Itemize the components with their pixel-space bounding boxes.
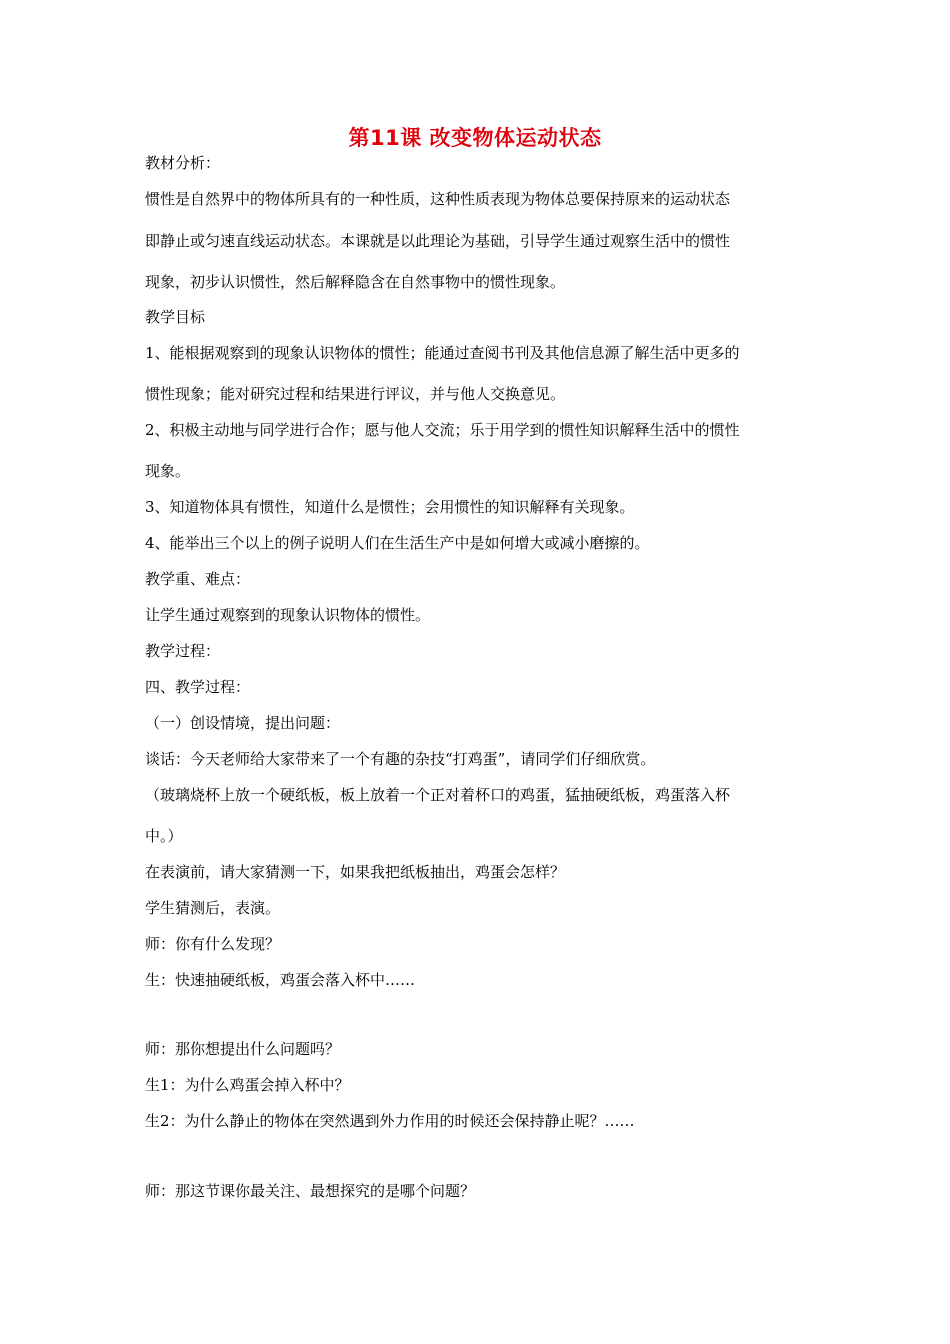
section-heading: 四、教学过程： [145, 678, 251, 696]
text-line: 现象。 [145, 462, 191, 480]
text-line: 师：那这节课你最关注、最想探究的是哪个问题？ [145, 1182, 476, 1200]
page-title: 第11课 改变物体运动状态 [348, 126, 602, 150]
text-line: （玻璃烧杯上放一个硬纸板，板上放着一个正对着杯口的鸡蛋，猛抽硬纸板，鸡蛋落入杯 [145, 786, 731, 804]
text-line: 惯性现象；能对研究过程和结果进行评议，并与他人交换意见。 [145, 385, 566, 403]
text-line: 生2：为什么静止的物体在突然遇到外力作用的时候还会保持静止呢？…… [145, 1112, 635, 1130]
text-line: （一）创设情境，提出问题： [145, 714, 341, 732]
section-heading: 教学过程： [145, 642, 221, 660]
text-line: 生1：为什么鸡蛋会掉入杯中？ [145, 1076, 350, 1094]
text-line: 1、能根据观察到的现象认识物体的惯性；能通过查阅书刊及其他信息源了解生活中更多的 [145, 344, 740, 362]
section-heading: 教学重、难点： [145, 570, 251, 588]
text-line: 即静止或匀速直线运动状态。本课就是以此理论为基础，引导学生通过观察生活中的惯性 [145, 232, 731, 250]
text-line: 4、能举出三个以上的例子说明人们在生活生产中是如何增大或减小磨擦的。 [145, 534, 650, 552]
text-line: 惯性是自然界中的物体所具有的一种性质，这种性质表现为物体总要保持原来的运动状态 [145, 190, 731, 208]
text-line: 3、知道物体具有惯性，知道什么是惯性；会用惯性的知识解释有关现象。 [145, 498, 635, 516]
section-heading: 教学目标 [145, 308, 206, 326]
text-line: 教材分析： [145, 154, 221, 172]
text-line: 让学生通过观察到的现象认识物体的惯性。 [145, 606, 431, 624]
text-line: 师：你有什么发现？ [145, 935, 281, 953]
text-line: 学生猜测后，表演。 [145, 899, 281, 917]
text-line: 师：那你想提出什么问题吗？ [145, 1040, 341, 1058]
text-line: 在表演前，请大家猜测一下，如果我把纸板抽出，鸡蛋会怎样？ [145, 863, 566, 881]
text-line: 生：快速抽硬纸板，鸡蛋会落入杯中…… [145, 971, 416, 989]
text-line: 2、积极主动地与同学进行合作；愿与他人交流；乐于用学到的惯性知识解释生活中的惯性 [145, 421, 740, 439]
text-line: 中。） [145, 827, 183, 845]
text-line: 现象，初步认识惯性，然后解释隐含在自然事物中的惯性现象。 [145, 273, 566, 291]
text-line: 谈话：今天老师给大家带来了一个有趣的杂技“打鸡蛋”，请同学们仔细欣赏。 [145, 750, 656, 768]
